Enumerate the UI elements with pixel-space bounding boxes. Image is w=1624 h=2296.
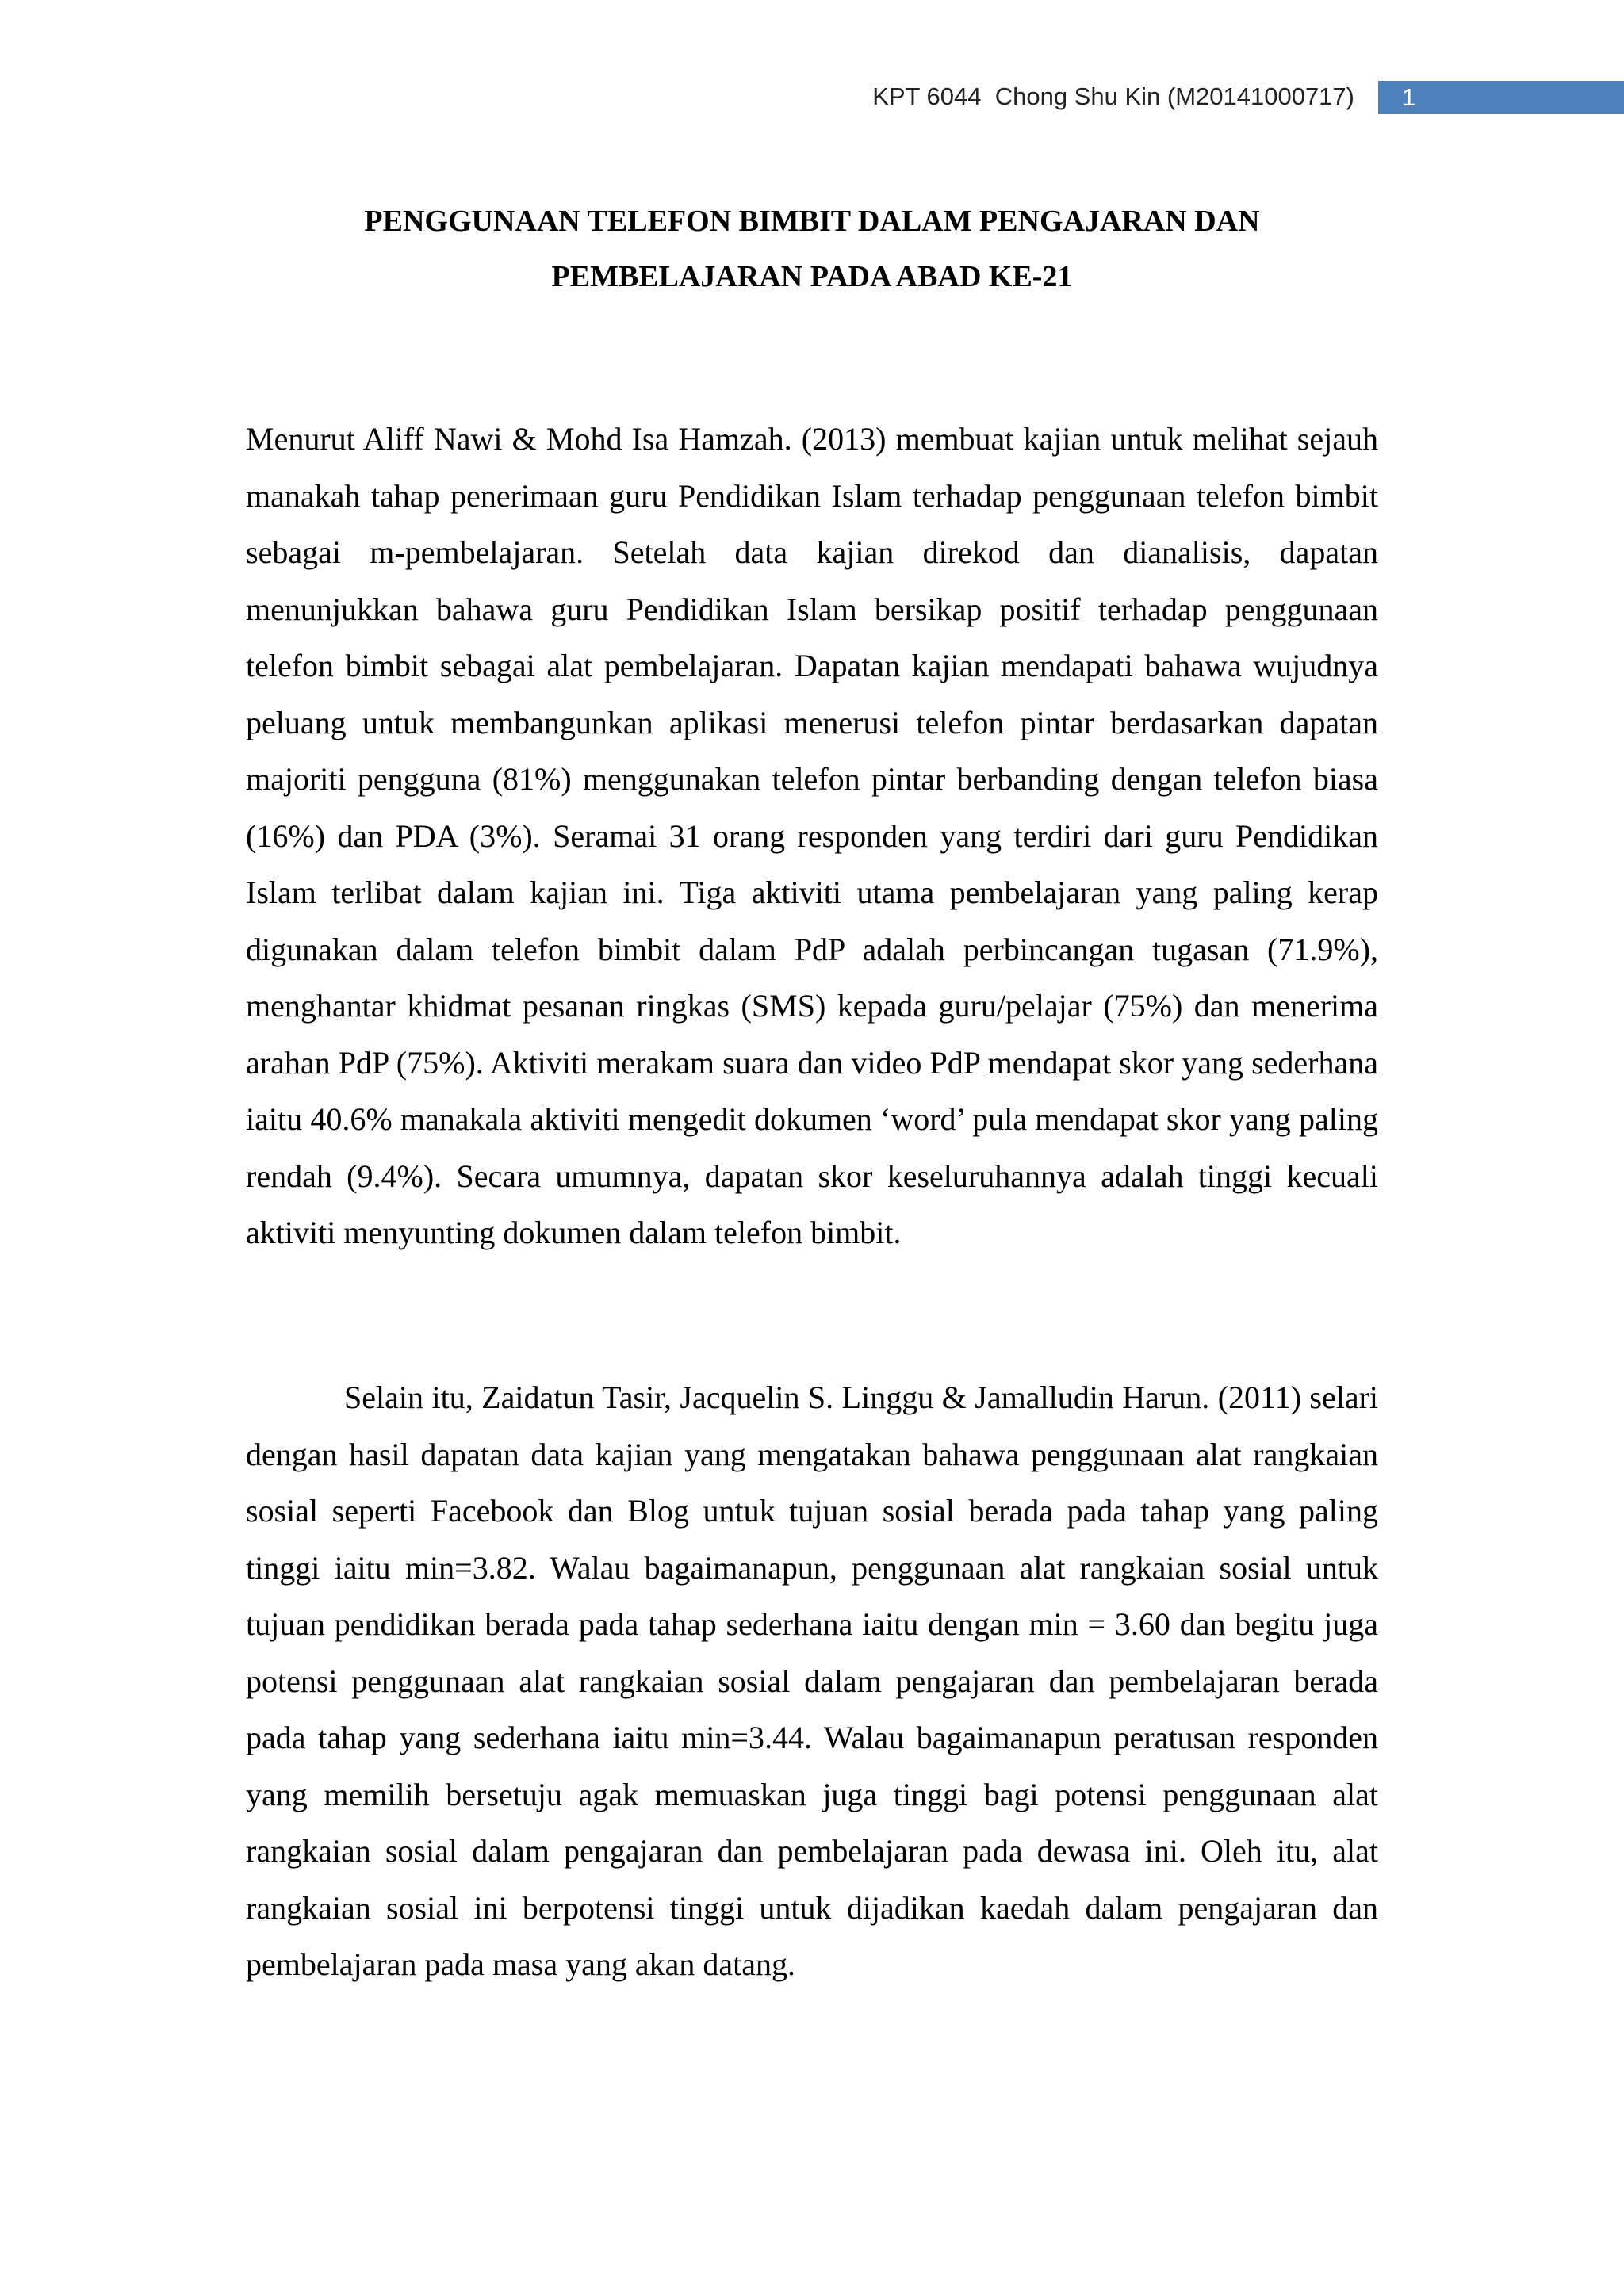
title-line-2: PEMBELAJARAN PADA ABAD KE-21 xyxy=(551,260,1073,293)
title-line-1: PENGGUNAAN TELEFON BIMBIT DALAM PENGAJARAN DAN xyxy=(364,205,1260,238)
page-number: 1 xyxy=(1402,83,1416,111)
running-head: KPT 6044 Chong Shu Kin (M20141000717) xyxy=(872,82,1354,110)
paragraph-1: Menurut Aliff Nawi & Mohd Isa Hamzah. (2013) membuat kajian untuk melihat sejauh manakah tahap penerimaan guru Pendidikan Islam terhadap penggunaan telefon bimbit sebagai m-pembelajaran. Setelah data kajian direkod dan dianalisis, dapatan menunjukkan bahawa guru Pendidikan Islam bersikap positif terhadap penggunaan telefon bimbit sebagai alat pembelajaran. Dapatan kajian mendapati bahawa wujudnya peluang untuk membangunkan aplikasi menerusi telefon pintar berdasarkan dapatan majoriti pengguna (81%) menggunakan telefon pintar berbanding dengan telefon biasa (16%) dan PDA (3%). Seramai 31 orang responden yang terdiri dari guru Pendidikan Islam terlibat dalam kajian ini. Tiga aktiviti utama pembelajaran yang paling kerap digunakan dalam telefon bimbit dalam PdP adalah perbincangan tugasan (71.9%), menghantar khidmat pesanan ringkas (SMS) kepada guru/pelajar (75%) dan menerima arahan PdP (75%). Aktiviti merakam suara dan video PdP mendapat skor yang sederhana iaitu 40.6% manakala aktiviti mengedit dokumen ‘word’ pula mendapat skor yang paling rendah (9.4%). Secara umumnya, dapatan skor keseluruhannya adalah tinggi kecuali aktiviti menyunting dokumen dalam telefon bimbit. xyxy=(246,421,1378,1250)
paragraph-2: Selain itu, Zaidatun Tasir, Jacquelin S. Linggu & Jamalludin Harun. (2011) selari dengan hasil dapatan data kajian yang mengatakan bahawa penggunaan alat rangkaian sosial seperti Facebook dan Blog untuk tujuan sosial berada pada tahap yang paling tinggi iaitu min=3.82. Walau bagaimanapun, penggunaan alat rangkaian sosial untuk tujuan pendidikan berada pada tahap sederhana iaitu dengan min = 3.60 dan begitu juga potensi penggunaan alat rangkaian sosial dalam pengajaran dan pembelajaran berada pada tahap yang sederhana iaitu min=3.44. Walau bagaimanapun peratusan responden yang memilih bersetuju agak memuaskan juga tinggi bagi potensi penggunaan alat rangkaian sosial dalam pengajaran dan pembelajaran pada dewasa ini. Oleh itu, alat rangkaian sosial ini berpotensi tinggi untuk dijadikan kaedah dalam pengajaran dan pembelajaran pada masa yang akan datang. xyxy=(246,1380,1378,1982)
document-title xyxy=(246,193,1378,304)
page-number-box xyxy=(1378,81,1624,114)
page-header xyxy=(0,78,1624,117)
